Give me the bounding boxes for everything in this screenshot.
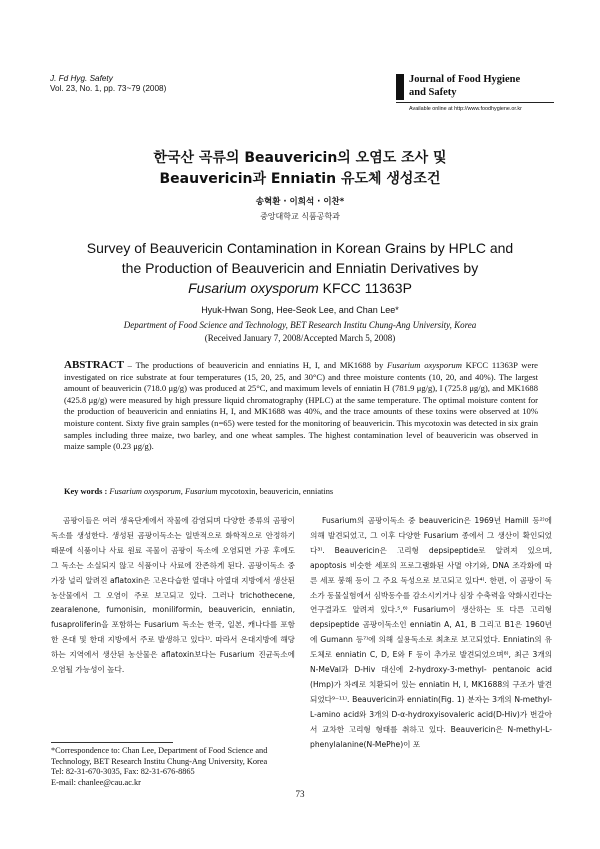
- journal-abbrev: J. Fd Hyg. Safety: [50, 74, 113, 83]
- keyword-sep: ,: [180, 487, 185, 496]
- volume-info: Vol. 23, No. 1, pp. 73~79 (2008): [50, 84, 167, 93]
- journal-logo: [396, 73, 554, 112]
- abstract-heading: ABSTRACT: [64, 359, 124, 371]
- correspondence-phone: Tel: 82-31-670-3035, Fax: 82-31-676-8865: [51, 767, 195, 777]
- body-paragraph-left: 곰팡이들은 여러 생육단계에서 작물에 감염되며 다양한 종류의 곰팡이독소를 생성한다. 생성된 곰팡이독소는 일반적으로 화학적으로 안정하기 때문에 식품이나 사료 원료 곡물이 곰팡이 독소에 오염되면 가공 후에도 그 독소는 소실되지 않고 식품이나 사료에 잔존하게 된다. 곰팡이독소 중 가장 널리 알려진 aflatoxin은 고온다습한 열대나 아열대 지방에서 생산된 농산물에서 그 오염이 주로 보고되고 있다. 그러나 trichothecene, zearalenone, fumonisin, moniliformin, beauvericin, enniatin, fusaproliferin을 포함하는 Fusarium 독소는 한국, 일본, 캐나다를 포함한 온대 및 한대 지방에서 주로 발생하고 있다¹⁾. 따라서 온대지방에 해당하는 지역에서 생산된 농산물은 aflatoxin보다는 Fusarium 진균독소에 오염될 가능성이 높다.: [51, 516, 295, 675]
- korean-title-line2: Beauvericin과 Enniatin 유도체 생성조건: [159, 171, 441, 187]
- english-title-line3: [40, 278, 560, 298]
- correspondence-footnote: [51, 746, 301, 788]
- english-title-line2: the Production of Beauvericin and Enniatin Derivatives by: [121, 260, 479, 276]
- footnote-rule: [51, 742, 173, 743]
- english-affiliation: Department of Food Science and Technology, BET Research Institu Chung-Ang University, Korea: [123, 320, 477, 330]
- english-title-strain: KFCC 11363P: [318, 280, 412, 296]
- body-paragraph-right: Fusarium의 곰팡이독소 중 beauvericin은 1969년 Hamill 등²⁾에 의해 발견되었고, 그 이후 다양한 Fusarium 종에서 그 생산이 확인되었다³⁾. Beauvericin은 고리형 depsipeptide로 알려져 있으며, apoptosis 비슷한 세포의 프로그램화된 사멸 야기와, DNA 조각화에 따른 세포 붕해 등이 그 주요 독성으로 보고되고 있다⁴⁾. 한편, 이 곰팡이 독소가 동물실험에서 심박동수를 감소시키거나 심장 수축력을 약화시킨다는 연구결과도 알려져 있다.⁵,⁶⁾ Fusarium이 생산하는 또 다른 고리형 depsipeptide 곰팡이독소인 enniatin A, A1, B 그리고 B1은 1960년에 Gumann 등⁷⁾에 의해 실용독소로 최초로 보고되었다. Enniatin의 유도체로 enniatin C, D, E와 F 등이 추가로 발견되었으며⁸⁾, 최근 3개의 N-MeVal과 D-Hiv 대신에 2-hydroxy-3-methyl- pentanoic acid (Hmp)가 차례로 치환되어 있는 enniatin H, I, MK1688의 구조가 발견되었다⁹⁻¹¹⁾. Beauvericin과 enniatin(Fig. 1) 분자는 3개의 N-methyl-L-amino acid와 3개의 D-α-hydroxyisovaleric acid(D-Hiv)가 번갈아서 교차한 고리형 형태를 취하고 있다. Beauvericin은 N-methyl-L-phenylalanine(N-MePhe)이 포: [310, 516, 552, 749]
- english-title: [40, 238, 560, 298]
- logo-divider: [396, 102, 554, 103]
- received-accepted-dates: (Received January 7, 2008/Accepted March 5, 2008): [204, 333, 396, 343]
- body-column-left: [51, 514, 295, 678]
- logo-bar-mark: [396, 74, 404, 100]
- logo-title-line1: Journal of Food Hygiene: [409, 74, 521, 85]
- correspondence-address: *Correspondence to: Chan Lee, Department of Food Science and Technology, BET Research Institu Chung-Ang University, Korea: [51, 746, 268, 766]
- english-authors: Hyuk-Hwan Song, Hee-Seok Lee, and Chan Lee*: [201, 305, 399, 315]
- abstract: [64, 360, 538, 453]
- keywords-label: Key words :: [64, 487, 108, 496]
- keyword-1: Fusarium oxysporum: [107, 487, 181, 496]
- journal-citation: [50, 74, 166, 94]
- keyword-rest: mycotoxin, beauvericin, enniatins: [217, 487, 334, 496]
- correspondence-email: E-mail: chanlee@cau.ac.kr: [51, 777, 141, 787]
- abstract-species: Fusarium oxysporum: [387, 360, 462, 370]
- english-title-line1: Survey of Beauvericin Contamination in Korean Grains by HPLC and: [86, 240, 514, 256]
- abstract-text-1: – The productions of beauvericin and enniatins H, I, and MK1688 by: [123, 360, 388, 370]
- korean-affiliation: 중앙대학교 식품공학과: [260, 212, 340, 221]
- logo-title-line2: and Safety: [409, 87, 457, 98]
- logo-url: Available online at http://www.foodhygiene.or.kr: [409, 106, 522, 112]
- korean-authors: 송혁환 · 이희석 · 이찬*: [255, 197, 345, 207]
- abstract-text-2: KFCC 11363P were investigated on rice substrate at four temperatures (15, 20, 25, and 30°C) and three moisture contents (10, 20, and 40%). The largest amount of beauvericin (718.0 μg/g) was produced at 25°C, and maximum levels of enniatin H (781.9 μg/g), I (725.8 μg/g), and MK1688 (425.8 μg/g) were measured by high pressure liquid chromatography (HPLC) at the same temperature. The optimal moisture content for the production of beauvericin and enniatins H, I, and MK1688 was 40%, and the trace amounts of these toxins were observed at 10% moisture content. Sixty five grain samples (n=65) were tested for the monitoring of beauvericin. This mycotoxin was detected in six grain samples including three maize, two barley, and one wheat samples. The highest contamination level of beauvericin was observed in maize sample (0.23 μg/g).: [64, 360, 538, 452]
- page-number: 73: [295, 789, 305, 799]
- keywords: [64, 487, 538, 496]
- korean-title-line1: 한국산 곡류의 Beauvericin의 오염도 조사 및: [153, 150, 447, 166]
- english-title-species: Fusarium oxysporum: [188, 280, 319, 296]
- keyword-2: Fusarium: [184, 487, 218, 496]
- body-column-right: [310, 514, 552, 753]
- korean-title: [0, 148, 600, 190]
